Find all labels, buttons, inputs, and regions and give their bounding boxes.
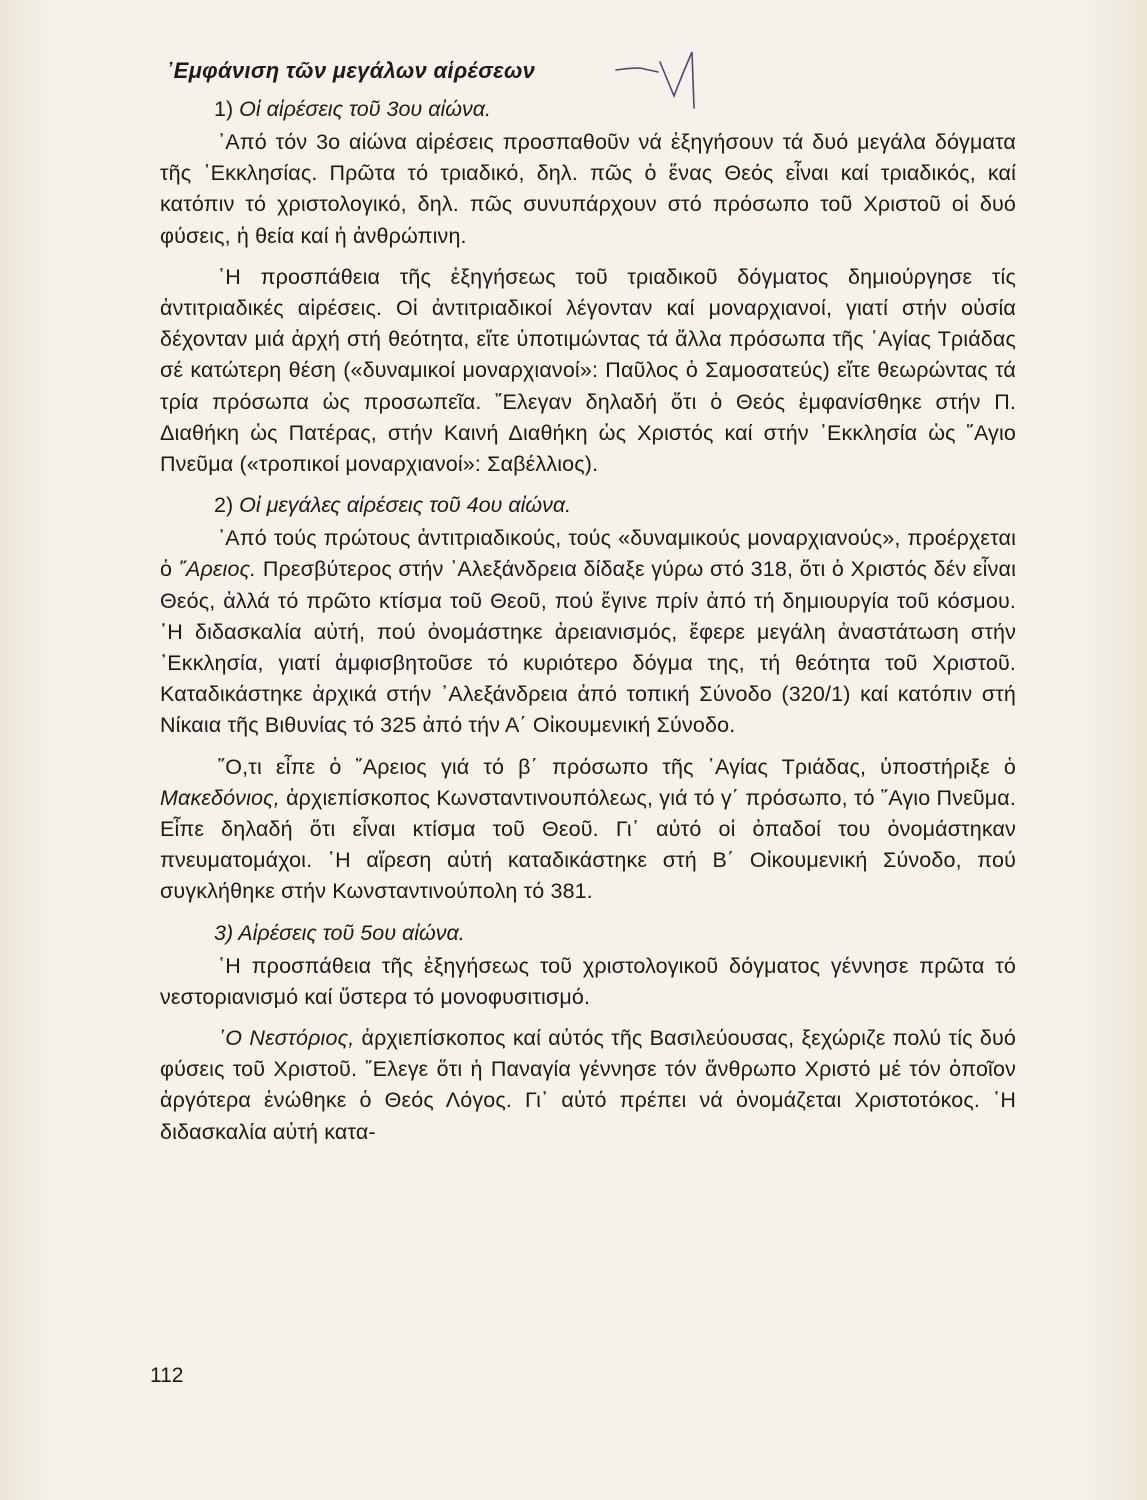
text-run: ῞Ο,τι εἶπε ὁ ῎Αρειος γιά τό β΄ πρόσωπο τῆς ῾Αγίας Τριάδας, ὑποστήριξε ὁ	[218, 754, 1016, 779]
paragraph	[160, 752, 1016, 908]
person-name-nestorius: ῾Ο Νεστόριος,	[218, 1026, 355, 1051]
chapter-heading: ᾽Εμφάνιση τῶν μεγάλων αἱρέσεων	[166, 58, 536, 83]
paragraph: ῾Η προσπάθεια τῆς ἐξηγήσεως τοῦ τριαδικοῦ δόγματος δημιούργησε τίς ἀντιτριαδικές αἱρέσεις. Οἱ ἀντιτριαδικοί λέγονταν καί μοναρχιανοί, γιατί στήν οὐσία δέχονταν μιά ἀρχή στή θεότητα, εἴτε ὑποτιμώντας τά ἄλλα πρόσωπα τῆς ῾Αγίας Τριάδας σέ κατώτερη θέση («δυναμικοί μοναρχιανοί»: Παῦλος ὁ Σαμοσατεύς) εἴτε θεωρώντας τά τρία πρόσωπα ὡς προσωπεῖα. ῎Ελεγαν δηλαδή ὅτι ὁ Θεός ἐμφανίσθηκε στήν Π. Διαθήκη ὡς Πατέρας, στήν Καινή Διαθήκη ὡς Χριστός καί στήν ᾽Εκκλησία ὡς ῞Αγιο Πνεῦμα («τροπικοί μοναρχιανοί»: Σαβέλλιος).	[160, 264, 1016, 477]
section-number: 1)	[214, 97, 234, 121]
paragraph: ῾Η προσπάθεια τῆς ἐξηγήσεως τοῦ χριστολογικοῦ δόγματος γέννησε πρῶτα τό νεστοριανισμό καί ὕστερα τό μονοφυσιτισμό.	[160, 953, 1016, 1009]
text-column	[160, 58, 1016, 1158]
person-name-arius: ῎Αρειος.	[178, 557, 257, 582]
paragraph	[160, 523, 1016, 741]
person-name-macedonius: Μακεδόνιος,	[160, 785, 280, 810]
paragraph: ᾽Από τόν 3ο αἰώνα αἱρέσεις προσπαθοῦν νά ἐξηγήσουν τά δυό μεγάλα δόγματα τῆς ᾽Εκκλησίας. Πρῶτα τό τριαδικό, δηλ. πῶς ὁ ἕνας Θεός εἶναι καί τριαδικός, καί κατόπιν τό χριστολογικό, δηλ. πῶς συνυπάρχουν στό πρόσωπο τοῦ Χριστοῦ οἱ δυό φύσεις, ἡ θεία καί ἡ ἀνθρώπινη.	[160, 130, 1016, 248]
section-3rd-century	[160, 94, 1016, 480]
section-title	[160, 490, 1016, 521]
text-run: Πρεσβύτερος στήν ᾽Αλεξάνδρεια δίδαξε γύρω στό 318, ὅτι ὁ Χριστός δέν εἶναι Θεός, ἀλλά τό πρῶτο κτίσμα τοῦ Θεοῦ, πού ἔγινε πρίν ἀπό τή δημιουργία τοῦ κόσμου. ῾Η διδασκαλία αὐτή, πού ὀνομάστηκε ἀρειανισμός, ἔφερε μεγάλη ἀναστάτωση στήν ᾽Εκκλησία, γιατί ἀμφισβητοῦσε τό κυριότερο δόγμα της, τή θεότητα τοῦ Χριστοῦ. Καταδικάστηκε ἀρχικά στήν ᾽Αλεξάνδρεια ἀπό τοπική Σύνοδο (320/1) καί κατόπιν στή Νίκαια τῆς Βιθυνίας τό 325 ἀπό τήν Α΄ Οἰκουμενική Σύνοδο.	[160, 557, 1016, 738]
section-number: 2)	[214, 493, 234, 518]
section-title-text: Οἱ αἱρέσεις τοῦ 3ου αἰώνα.	[239, 97, 491, 121]
section-5th-century	[160, 918, 1016, 1148]
section-title	[160, 94, 1016, 125]
paragraph	[160, 1023, 1016, 1148]
section-title-text: Οἱ μεγάλες αἱρέσεις τοῦ 4ου αἰώνα.	[239, 493, 572, 518]
text-run: ἀρχιεπίσκοπος καί αὐτός τῆς Βασιλεύουσας, ξεχώριζε πολύ τίς δυό φύσεις τοῦ Χριστοῦ. ῎Ελεγε ὅτι ἡ Παναγία γέννησε τόν ἄνθρωπο Χριστό μέ τόν ὁποῖον ἀργότερα ἑνώθηκε ὁ Θεός Λόγος. Γι᾽ αὐτό πρέπει νά ὀνομάζεται Χριστοτόκος. ῾Η διδασκαλία αὐτή κατα-	[160, 1026, 1016, 1144]
section-title: 3) Αἱρέσεις τοῦ 5ου αἰώνα.	[214, 920, 465, 945]
page-number: 112	[150, 1364, 184, 1387]
text-run: ᾽Από τούς πρώτους ἀντιτριαδικούς, τούς «δυναμικούς μοναρχιανούς», προέρχεται ὁ	[160, 526, 1016, 582]
section-4th-century	[160, 490, 1016, 907]
text-run: ἀρχιεπίσκοπος Κωνσταντινουπόλεως, γιά τό γ΄ πρόσωπο, τό ῞Αγιο Πνεῦμα. Εἶπε δηλαδή ὅτι εἶναι κτίσμα τοῦ Θεοῦ. Γι᾽ αὐτό οἱ ὀπαδοί του ὀνομάστηκαν πνευματομάχοι. ῾Η αἵρεση αὐτή καταδικάστηκε στή Β΄ Οἰκουμενική Σύνοδο, πού συγκλήθηκε στήν Κωνσταντινούπολη τό 381.	[160, 785, 1016, 904]
